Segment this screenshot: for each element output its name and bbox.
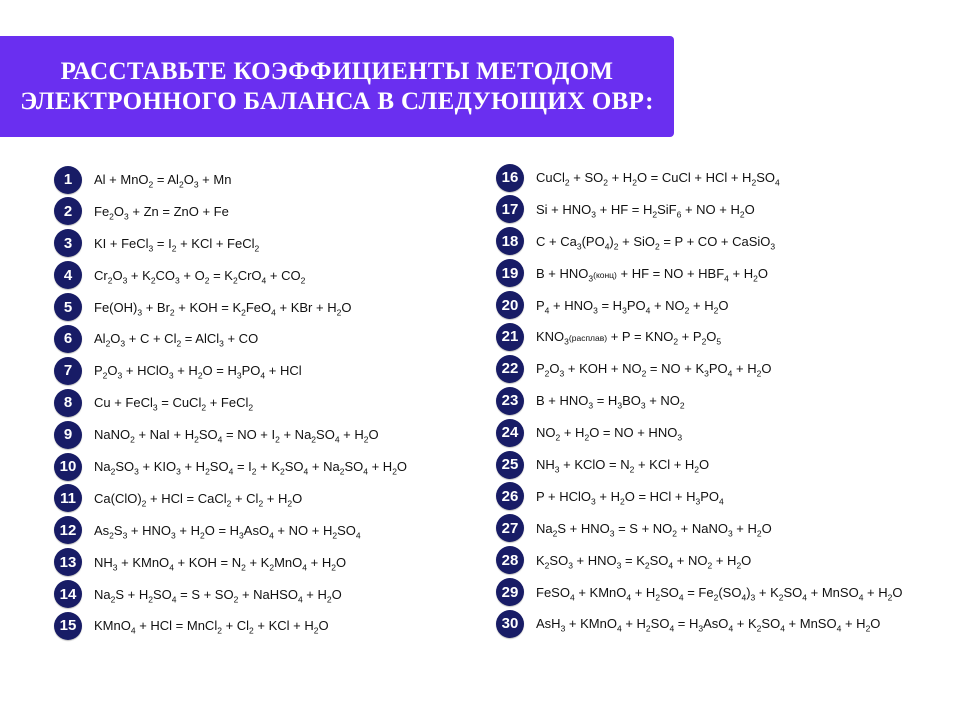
equation-text: P + HClO$_3$ + $H_2O$ = HCl + $H_3PO_4$ — [536, 488, 724, 507]
equation-text: $K_2SO_3 + HNO_3 = K_2SO_4 + NO_2 + H_2O$ — [536, 552, 752, 571]
equation-text: $NH_3$ + KClO = $N_2$ + KCl + $H_2O$ — [536, 457, 710, 475]
equation-number-badge: 16 — [496, 164, 524, 192]
equation-text: $As_2S_3 + HNO_3 + H_2O = H_3AsO_4$ + NO + $H_2SO_4$ — [94, 522, 361, 541]
equation-text: KI + FeCl$_3$ = $I_2$ + KCl + FeCl$_2$ — [94, 235, 260, 254]
equation-number-badge: 25 — [496, 451, 524, 479]
equation-row — [496, 610, 903, 637]
equation-text: CuCl$_2$ + $SO_2 + H_2O$ = CuCl + HCl + $H_2SO_4$ — [536, 170, 780, 188]
equation-text: $B + HNO_3(конц)$ + HF = NO + $HBF_4 + H_2O$ — [536, 265, 768, 284]
equations-column-left — [54, 166, 407, 644]
equation-number-badge: 24 — [496, 419, 524, 447]
equation-text: FeSO$_4$ + KMnO$_4$ + $H_2SO_4 = Fe_2(SO_4)_3 + K_2SO_4$ + MnSO$_4$ + $H_2O$ — [536, 584, 903, 603]
equation-number-badge: 9 — [54, 421, 82, 449]
equation-number-badge: 14 — [54, 580, 82, 608]
equation-row — [54, 612, 407, 639]
equation-number-badge: 17 — [496, 195, 524, 223]
equation-number-badge: 30 — [496, 610, 524, 638]
equation-number-badge: 1 — [54, 166, 82, 194]
equation-text: $C + Ca_3(PO_4)_2 + SiO_2 = P$ + CO + CaSiO$_3$ — [536, 233, 776, 252]
equation-number-badge: 3 — [54, 229, 82, 257]
equation-row — [54, 517, 407, 544]
equation-text: $P_4 + HNO_3 = H_3PO_4 + NO_2 + H_2O$ — [536, 297, 729, 316]
equation-row — [54, 421, 407, 448]
equation-number-badge: 26 — [496, 482, 524, 510]
equation-text: $Al + MnO_2 = Al_2O_3 + Mn$ — [94, 172, 232, 190]
equation-row — [496, 515, 903, 542]
equation-row — [496, 355, 903, 382]
equation-number-badge: 12 — [54, 516, 82, 544]
equation-text: KMnO$_4$ + HCl = MnCl$_2$ + $Cl_2$ + KCl + $H_2O$ — [94, 618, 329, 637]
equation-row — [54, 294, 407, 321]
equation-number-badge: 10 — [54, 453, 82, 481]
equation-row — [496, 451, 903, 478]
equation-row — [496, 196, 903, 223]
equation-row — [54, 549, 407, 576]
equation-row — [54, 581, 407, 608]
equation-row — [496, 483, 903, 510]
equation-row — [496, 228, 903, 255]
equation-number-badge: 23 — [496, 387, 524, 415]
equation-text: $Ca(ClO)_2$ + HCl = CaCl$_2$ + $Cl_2 + H_2O$ — [94, 490, 303, 509]
equation-row — [496, 323, 903, 350]
equation-row — [496, 419, 903, 446]
equation-text: $NH_3$ + KMnO$_4$ + KOH = $N_2 + K_2MnO_4 + H_2O$ — [94, 554, 347, 573]
equation-row — [54, 453, 407, 480]
equation-row — [54, 198, 407, 225]
equation-row — [496, 164, 903, 191]
equation-number-badge: 21 — [496, 323, 524, 351]
equation-text: NaNO$_2$ + NaI + $H_2SO_4$ = NO + $I_2 + Na_2SO_4 + H_2O$ — [94, 427, 379, 445]
equation-row — [54, 357, 407, 384]
equation-number-badge: 6 — [54, 325, 82, 353]
equation-number-badge: 13 — [54, 548, 82, 576]
equation-row — [54, 389, 407, 416]
equations-column-right — [496, 164, 903, 642]
equation-text: Cu + FeCl$_3$ = CuCl$_2$ + FeCl$_2$ — [94, 395, 254, 413]
equation-text: $KNO_3(расплав) + P = KNO_2 + P_2O_5$ — [536, 329, 722, 348]
equation-row — [496, 387, 903, 414]
equation-row — [496, 260, 903, 287]
equation-text: $Na_2S + HNO_3 = S + NO_2$ + NaNO$_3$ + $H_2O$ — [536, 520, 772, 539]
equation-number-badge: 2 — [54, 197, 82, 225]
equation-row — [54, 325, 407, 352]
equation-number-badge: 7 — [54, 357, 82, 385]
equation-text: $NO_2 + H_2O$ = NO + $HNO_3$ — [536, 425, 683, 443]
equation-number-badge: 5 — [54, 293, 82, 321]
equation-number-badge: 20 — [496, 291, 524, 319]
equation-number-badge: 11 — [54, 484, 82, 512]
equation-number-badge: 27 — [496, 514, 524, 542]
equation-text: $Fe(OH)_3 + Br_2$ + KOH = $K_2FeO_4$ + KBr + $H_2O$ — [94, 299, 352, 318]
page-title: РАССТАВЬТЕ КОЭФФИЦИЕНТЫ МЕТОДОМ ЭЛЕКТРОННОГО БАЛАНСА В СЛЕДУЮЩИХ ОВР: — [20, 57, 654, 115]
equation-text: $Fe_2O_3 + Zn$ = ZnO + Fe — [94, 203, 229, 222]
equation-text: $Na_2SO_3 + KIO_3 + H_2SO_4 = I_2 + K_2SO_4 + Na_2SO_4 + H_2O$ — [94, 459, 408, 477]
equation-row — [496, 579, 903, 606]
equation-number-badge: 18 — [496, 227, 524, 255]
equation-row — [54, 230, 407, 257]
equation-row — [54, 485, 407, 512]
equation-text: $Cr_2O_3 + K_2CO_3 + O_2 = K_2CrO_4 + CO_2$ — [94, 267, 306, 286]
equation-number-badge: 28 — [496, 546, 524, 574]
equation-row — [54, 166, 407, 193]
equation-text: $Si + HNO_3$ + HF = $H_2SiF_6$ + NO + $H_2O$ — [536, 201, 755, 220]
equation-text: AsH$_3$ + KMnO$_4$ + $H_2SO_4 = H_3AsO_4 + K_2SO_4$ + MnSO$_4$ + $H_2O$ — [536, 616, 881, 635]
equation-text: $P_2O_3$ + HClO$_3$ + $H_2O = H_3PO_4$ + HCl — [94, 363, 302, 381]
equation-number-badge: 15 — [54, 612, 82, 640]
equation-text: $P_2O_3$ + KOH + $NO_2$ = NO + $K_3PO_4 + H_2O$ — [536, 361, 772, 379]
title-banner — [0, 36, 674, 137]
equation-number-badge: 19 — [496, 259, 524, 287]
equation-number-badge: 29 — [496, 578, 524, 606]
equation-number-badge: 8 — [54, 389, 82, 417]
equation-text: $Na_2S + H_2SO_4 = S + SO_2$ + NaHSO$_4$ + $H_2O$ — [94, 586, 342, 605]
equation-number-badge: 22 — [496, 355, 524, 383]
equation-row — [496, 547, 903, 574]
equation-row — [496, 292, 903, 319]
equation-number-badge: 4 — [54, 261, 82, 289]
equation-text: $Al_2O_3 + C + Cl_2$ = AlCl$_3$ + CO — [94, 331, 259, 350]
equation-text: $B + HNO_3 = H_3BO_3 + NO_2$ — [536, 393, 685, 411]
equation-row — [54, 262, 407, 289]
